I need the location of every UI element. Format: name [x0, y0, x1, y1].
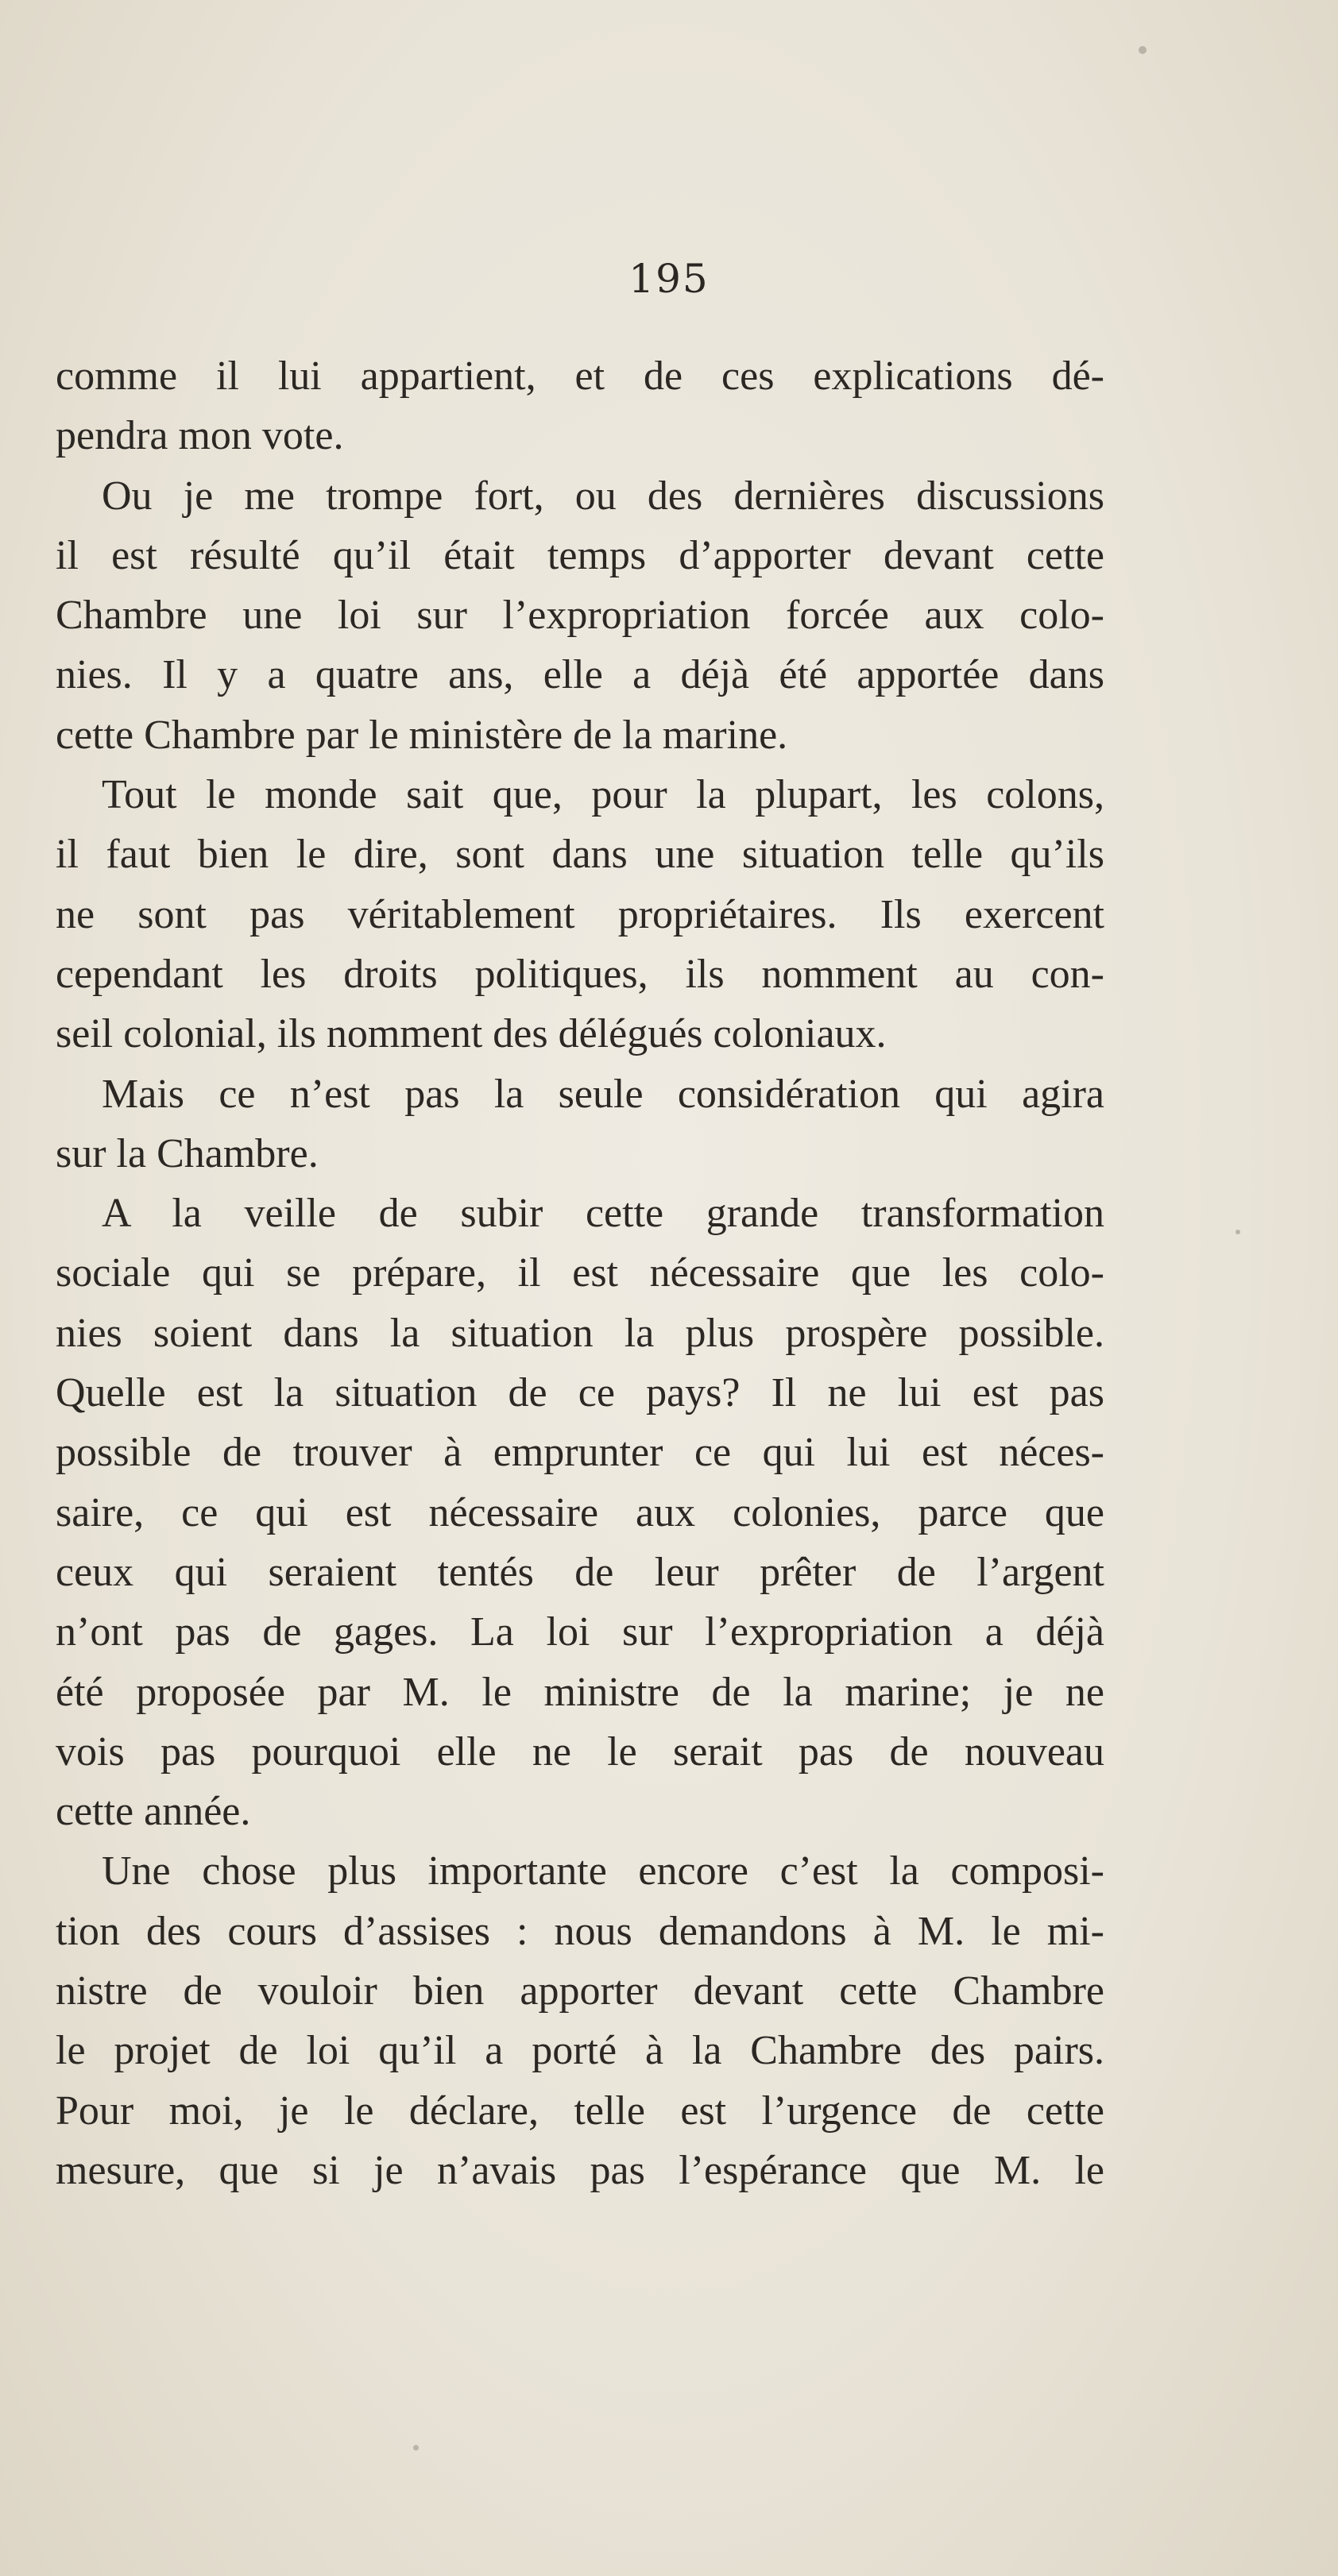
text-line: n’ont pas de gages. La loi sur l’expropriation a déjà: [56, 1609, 1104, 1655]
text-line: il est résulté qu’il était temps d’apporter devant cette: [56, 532, 1104, 578]
text-line: Mais ce n’est pas la seule considération qui agira: [102, 1071, 1104, 1117]
text-line: Ou je me trompe fort, ou des dernières discussions: [102, 473, 1104, 519]
page-number: 195: [628, 256, 710, 302]
text-line: Quelle est la situation de ce pays? Il ne lui est pas: [56, 1370, 1104, 1416]
text-line: saire, ce qui est nécessaire aux colonies, parce que: [56, 1489, 1104, 1535]
text-line: sociale qui se prépare, il est nécessaire que les colo-: [56, 1250, 1104, 1296]
text-line: Chambre une loi sur l’expropriation forcée aux colo-: [56, 593, 1104, 639]
paper-speck: [413, 2445, 419, 2450]
text-line: sur la Chambre.: [56, 1130, 319, 1176]
text-line: il faut bien le dire, sont dans une situation telle qu’ils: [56, 832, 1104, 878]
text-line: mesure, que si je n’avais pas l’espérance que M. le: [56, 2147, 1104, 2193]
text-line: nies soient dans la situation la plus prospère possible.: [56, 1310, 1104, 1356]
body-text: [56, 346, 1104, 2200]
text-line: ne sont pas véritablement propriétaires. Ils exercent: [56, 891, 1104, 937]
text-line: pendra mon vote.: [56, 413, 344, 459]
text-line: tion des cours d’assises : nous demandons à M. le mi-: [56, 1908, 1104, 1954]
text-line: Une chose plus importante encore c’est la composi-: [102, 1848, 1104, 1894]
text-line: comme il lui appartient, et de ces explications dé-: [56, 353, 1104, 399]
text-line: seil colonial, ils nomment des délégués coloniaux.: [56, 1011, 887, 1057]
text-line: cependant les droits politiques, ils nomment au con-: [56, 951, 1104, 997]
text-line: A la veille de subir cette grande transformation: [102, 1191, 1104, 1237]
text-line: nistre de vouloir bien apporter devant cette Chambre: [56, 1968, 1104, 2014]
text-line: nies. Il y a quatre ans, elle a déjà été apportée dans: [56, 652, 1104, 698]
paper-speck: [1236, 1230, 1240, 1234]
text-line: été proposée par M. le ministre de la marine; je ne: [56, 1669, 1104, 1715]
text-line: vois pas pourquoi elle ne le serait pas de nouveau: [56, 1728, 1104, 1775]
text-line: Tout le monde sait que, pour la plupart, les colons,: [102, 772, 1104, 818]
text-line: le projet de loi qu’il a porté à la Chambre des pairs.: [56, 2028, 1104, 2074]
text-line: ceux qui seraient tentés de leur prêter de l’argent: [56, 1549, 1104, 1595]
text-line: possible de trouver à emprunter ce qui lui est néces-: [56, 1430, 1104, 1476]
text-line: cette année.: [56, 1789, 251, 1835]
text-line: cette Chambre par le ministère de la marine.: [56, 712, 788, 758]
paper-speck: [1139, 46, 1147, 54]
text-line: Pour moi, je le déclare, telle est l’urgence de cette: [56, 2087, 1104, 2134]
